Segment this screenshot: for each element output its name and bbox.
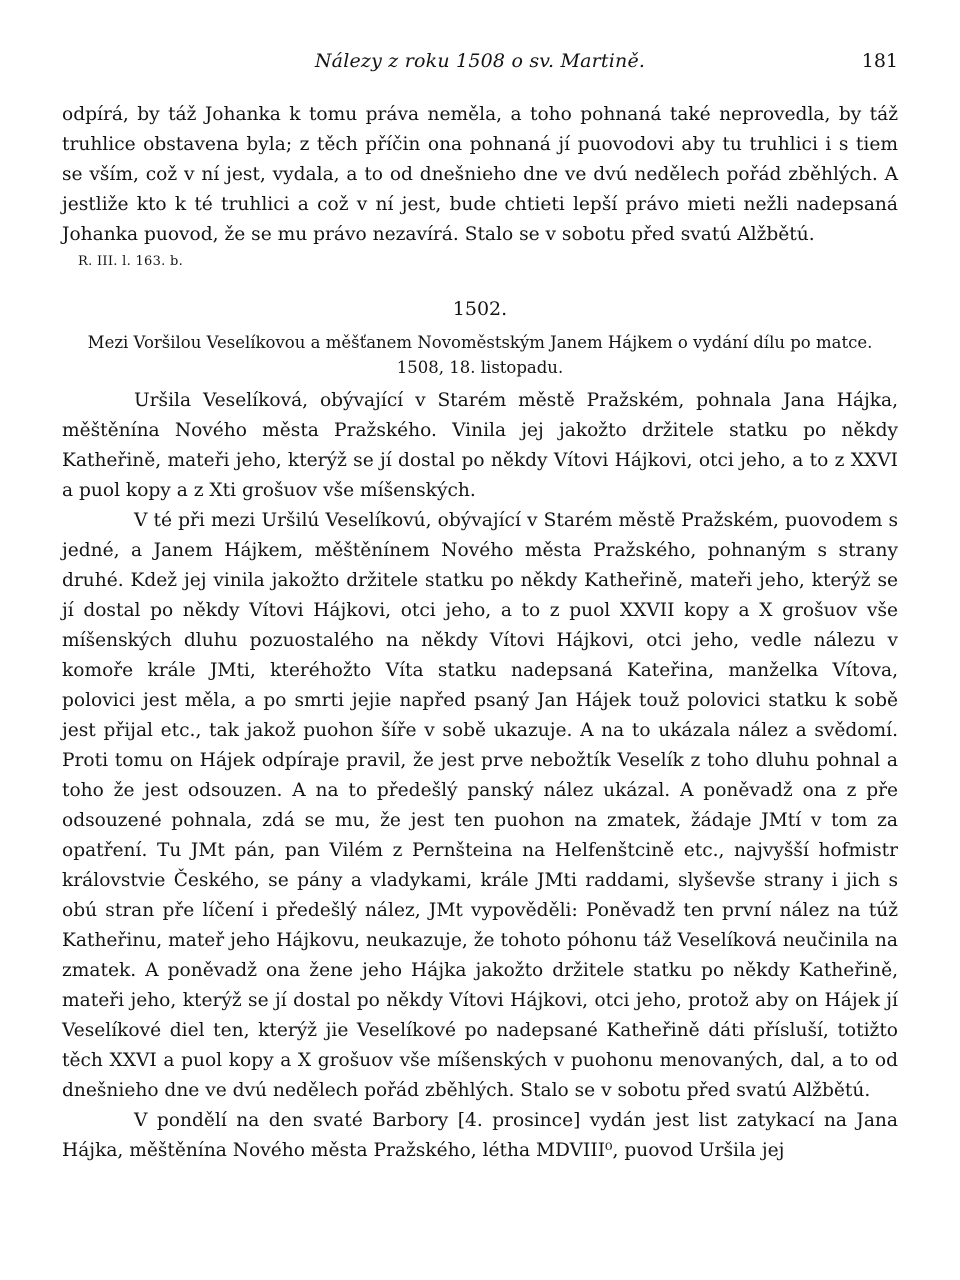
- body-text: [62, 100, 898, 1166]
- document-date: 1508, 18. listopadu.: [396, 358, 564, 377]
- page-number: 181: [861, 50, 898, 72]
- document-paragraph-2: V té při mezi Uršilú Veselíkovú, obývající v Starém městě Pražském, puovodem s jedné, a Janem Hájkem, měštěnínem Nového města Pražského, pohnaným s strany druhé. Kdež jej vinila jakožto držitele statku po někdy Katheřině, mateři jeho, kterýž se jí dostal po někdy Vítovi Hájkovi, otci jeho, a to z puol XXVII kopy a X grošuov vše míšenských dluhu pozuostalého na někdy Vítovi Hájkovi, otci jeho, vedle nálezu v komoře krále JMti, kteréhožto Víta statku nadepsaná Kateřina, manželka Vítova, polovici jest měla, a po smrti jejie napřed psaný Jan Hájek touž polovici statku k sobě jest přijal etc., tak jakož puohon šíře v sobě ukazuje. A na to ukázala nález a svědomí. Proti tomu on Hájek odpíraje pravil, že jest prve nebožtík Veselík z toho dluhu pohnal a toho že jest odsouzen. A na to předešlý panský nález ukázal. A poněvadž ona z pře odsouzené pohnala, zdá se mu, že jest ten puohon na zmatek, žádaje JMtí v tom za opatření. Tu JMt pán, pan Vilém z Pernšteina na Helfenštcině etc., najvyšší hofmistr královstvie Českého, se pány a vladykami, krále JMti raddami, slyševše strany i jich s obú stran pře líčení i předešlý nález, JMt vypověděli: Poněvadž ten první nález na túž Katheřinu, mateř jeho Hájkovu, neukazuje, že tohoto póhonu táž Veselíková neučinila na zmatek. A poněvadž ona žene jeho Hájka jakožto držitele statku po někdy Katheřině, mateři jeho, kterýž se jí dostal po někdy Vítovi Hájkovi, otci jeho, protož aby on Hájek jí Veselíkové diel ten, kterýž jie Veselíkové po nadepsané Katheřině dáti přísluší, totižto těch XXVI a puol kopy a X grošuov vše míšenských v puohonu menovaných, dal, a to od dnešnieho dne ve dvú nedělech pořád zběhlých. Stalo se v sobotu před svatú Alžbětú.: [62, 510, 898, 1101]
- running-title: Nálezy z roku 1508 o sv. Martině.: [314, 50, 646, 72]
- document-paragraph-3: V pondělí na den svaté Barbory [4. prosince] vydán jest list zatykací na Jana Hájka, měštěnína Nového města Pražského, létha MDVIII⁰, puovod Uršila jej: [62, 1110, 898, 1161]
- intro-paragraph: odpírá, by táž Johanka k tomu práva neměla, a toho pohnaná také neprovedla, by táž truhlice obstavena byla; z těch příčin ona pohnaná jí puovodovi aby tu truhlici i s tiem se vším, což v ní jest, vydala, a to od dnešnieho dne ve dvú nedělech pořád zběhlých. A jestliže kto k té truhlici a což v ní jest, bude chtieti lepší právo mieti nežli nadepsaná Johanka puovod, že se mu právo nezavírá. Stalo se v sobotu před svatú Alžbětú.: [62, 104, 898, 245]
- page-header: [62, 50, 898, 80]
- document-number: 1502.: [452, 298, 508, 320]
- document-heading: Mezi Voršilou Veselíkovou a měšťanem Novoměstským Janem Hájkem o vydání dílu po matce.: [87, 333, 873, 352]
- document-paragraph-1: Uršila Veselíková, obývající v Starém městě Pražském, pohnala Jana Hájka, měštěnína Nového města Pražského. Vinila jej jakožto držitele statku po někdy Katheřině, mateři jeho, kterýž se jí dostal po někdy Vítovi Hájkovi, otci jeho, a to z XXVI a puol kopy a z Xti grošuov vše míšenských.: [62, 390, 898, 501]
- source-reference: R. III. l. 163. b.: [78, 254, 184, 269]
